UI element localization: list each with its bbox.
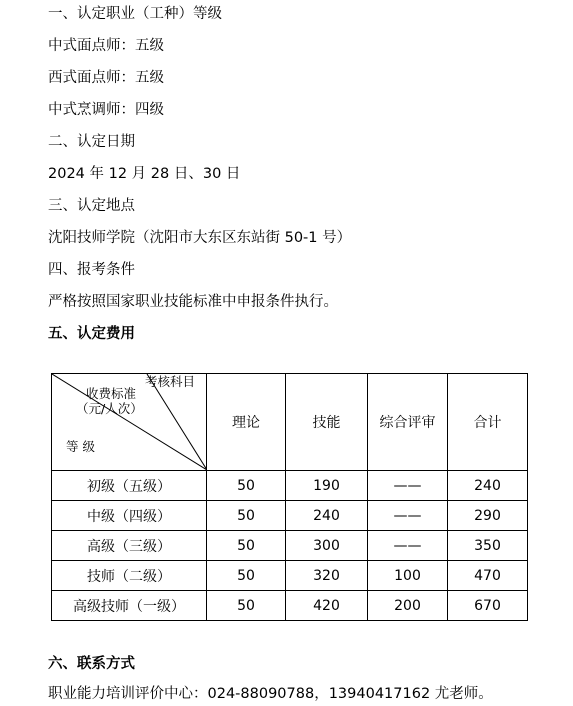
theory-cell: 50 <box>207 501 286 531</box>
table-header-row <box>52 374 528 471</box>
column-header-skill: 技能 <box>286 374 368 471</box>
level-cell: 初级（五级） <box>52 471 207 501</box>
corner-subject-label: 考核科目 <box>145 374 196 389</box>
theory-cell: 50 <box>207 591 286 621</box>
column-header-review: 综合评审 <box>368 374 448 471</box>
skill-cell: 420 <box>286 591 368 621</box>
corner-fee-unit-label: （元/人次） <box>76 401 143 416</box>
section-5-title: 五、认定费用 <box>48 326 135 342</box>
level-cell: 高级（三级） <box>52 531 207 561</box>
level-cell: 高级技师（一级） <box>52 591 207 621</box>
skill-cell: 320 <box>286 561 368 591</box>
review-cell: 200 <box>368 591 448 621</box>
location-text: 沈阳技师学院（沈阳市大东区东站街 50-1 号） <box>48 230 352 246</box>
skill-cell: 300 <box>286 531 368 561</box>
occupation-line-1: 中式面点师：五级 <box>48 38 164 54</box>
theory-cell: 50 <box>207 561 286 591</box>
review-cell: 100 <box>368 561 448 591</box>
section-1-title: 一、认定职业（工种）等级 <box>48 6 222 22</box>
table-row <box>52 471 528 501</box>
skill-cell: 240 <box>286 501 368 531</box>
level-cell: 中级（四级） <box>52 501 207 531</box>
fee-table <box>51 373 528 621</box>
corner-level-label: 等 级 <box>66 439 95 454</box>
contact-text: 职业能力培训评价中心：024-88090788，13940417162 尤老师。 <box>48 686 493 702</box>
table-row <box>52 501 528 531</box>
date-text: 2024 年 12 月 28 日、30 日 <box>48 166 241 182</box>
review-cell: —— <box>368 531 448 561</box>
table-row <box>52 561 528 591</box>
review-cell: —— <box>368 501 448 531</box>
total-cell: 290 <box>448 501 528 531</box>
section-3-title: 三、认定地点 <box>48 198 135 214</box>
section-4-title: 四、报考条件 <box>48 262 135 278</box>
total-cell: 670 <box>448 591 528 621</box>
total-cell: 470 <box>448 561 528 591</box>
occupation-line-3: 中式烹调师：四级 <box>48 102 164 118</box>
review-cell: —— <box>368 471 448 501</box>
conditions-text: 严格按照国家职业技能标准中申报条件执行。 <box>48 294 338 310</box>
corner-fee-label: 收费标准 <box>86 386 137 401</box>
skill-cell: 190 <box>286 471 368 501</box>
section-2-title: 二、认定日期 <box>48 134 135 150</box>
column-header-theory: 理论 <box>207 374 286 471</box>
total-cell: 350 <box>448 531 528 561</box>
level-cell: 技师（二级） <box>52 561 207 591</box>
theory-cell: 50 <box>207 531 286 561</box>
occupation-line-2: 西式面点师：五级 <box>48 70 164 86</box>
section-6-title: 六、联系方式 <box>48 656 135 672</box>
table-row <box>52 591 528 621</box>
table-corner-cell <box>52 374 207 471</box>
theory-cell: 50 <box>207 471 286 501</box>
total-cell: 240 <box>448 471 528 501</box>
table-row <box>52 531 528 561</box>
column-header-total: 合计 <box>448 374 528 471</box>
